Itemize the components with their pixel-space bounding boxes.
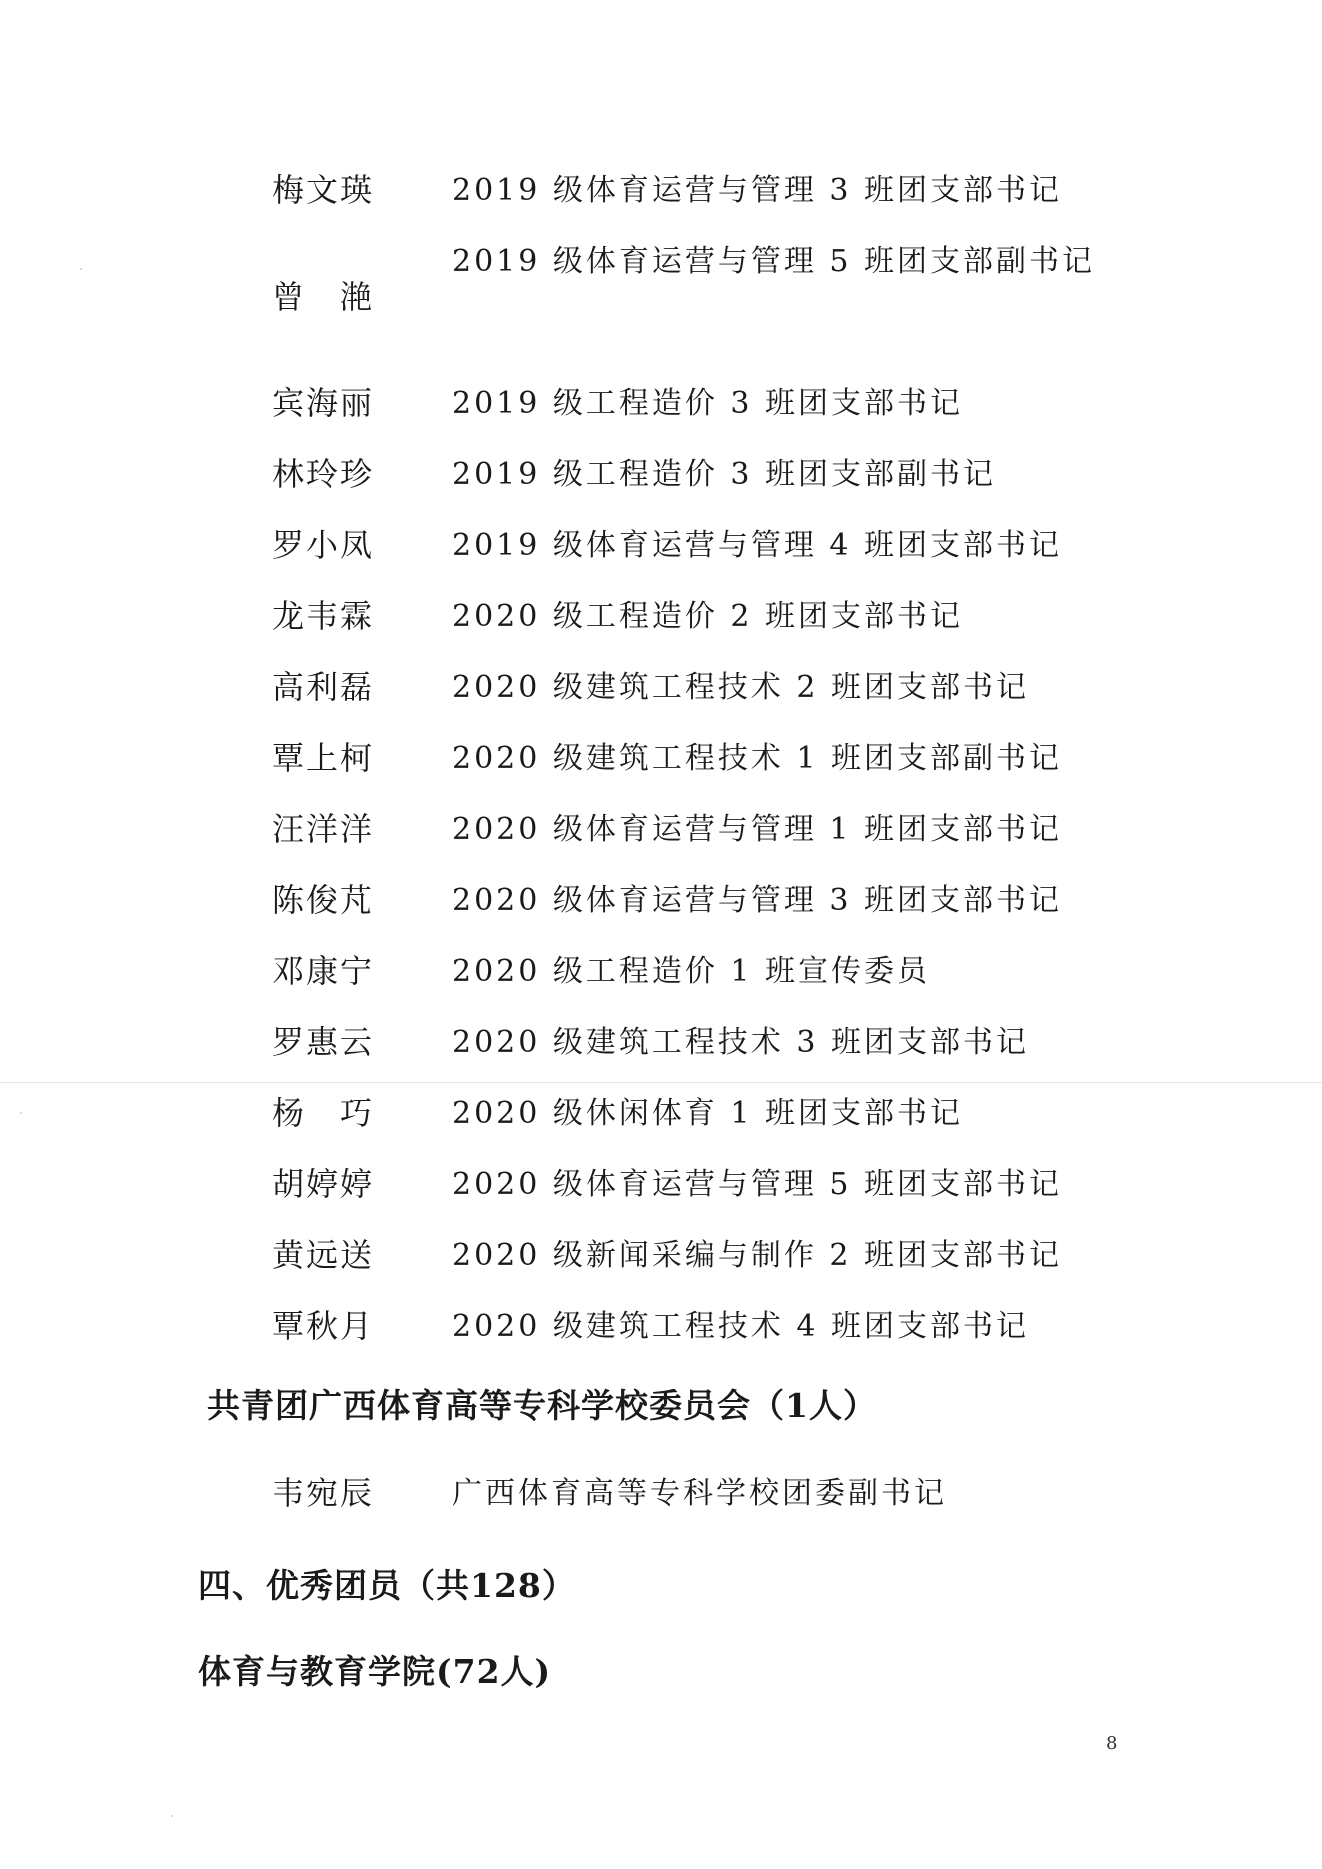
member-name: 杨 巧 — [272, 1094, 375, 1132]
list-item — [272, 794, 1102, 865]
list-item — [272, 1220, 1102, 1291]
member-position: 2020 级工程造价 2 班团支部书记 — [452, 599, 964, 634]
member-name: 韦宛辰 — [272, 1474, 375, 1512]
list-item — [272, 1078, 1102, 1149]
member-position: 广西体育高等专科学校团委副书记 — [452, 1476, 947, 1511]
list-item — [272, 1007, 1102, 1078]
member-name: 高利磊 — [272, 668, 375, 706]
list-item — [272, 1291, 1102, 1362]
member-position: 2020 级建筑工程技术 1 班团支部副书记 — [452, 741, 1063, 776]
scan-speck — [20, 1112, 22, 1114]
list-item — [272, 652, 1102, 723]
member-position: 2019 级体育运营与管理 5 班团支部副书记 — [452, 244, 1096, 279]
committee-heading: 共青团广西体育高等专科学校委员会（1人） — [207, 1386, 877, 1425]
member-position: 2020 级体育运营与管理 5 班团支部书记 — [452, 1167, 1063, 1202]
member-name: 覃秋月 — [272, 1307, 375, 1345]
member-name: 胡婷婷 — [272, 1165, 375, 1203]
list-item — [272, 439, 1102, 510]
list-item — [272, 865, 1102, 936]
page-number: 8 — [1106, 1733, 1118, 1754]
member-position: 2020 级建筑工程技术 4 班团支部书记 — [452, 1309, 1030, 1344]
list-item — [272, 1458, 1102, 1529]
member-name: 汪洋洋 — [272, 810, 375, 848]
list-item — [272, 581, 1102, 652]
member-name: 邓康宁 — [272, 952, 375, 990]
member-position: 2019 级体育运营与管理 4 班团支部书记 — [452, 528, 1063, 563]
member-position: 2020 级休闲体育 1 班团支部书记 — [452, 1096, 964, 1131]
member-name: 罗小凤 — [272, 526, 375, 564]
section-heading: 四、优秀团员（共128） — [198, 1566, 576, 1605]
member-position: 2020 级新闻采编与制作 2 班团支部书记 — [452, 1238, 1063, 1273]
member-name: 覃上柯 — [272, 739, 375, 777]
college-heading: 体育与教育学院(72人) — [198, 1652, 552, 1691]
member-position: 2019 级工程造价 3 班团支部副书记 — [452, 457, 997, 492]
member-name: 林玲珍 — [272, 455, 375, 493]
scan-speck — [80, 268, 82, 270]
member-position: 2020 级建筑工程技术 2 班团支部书记 — [452, 670, 1030, 705]
member-name: 龙韦霖 — [272, 597, 375, 635]
member-name: 陈俊芃 — [272, 881, 375, 919]
member-position: 2020 级体育运营与管理 3 班团支部书记 — [452, 883, 1063, 918]
member-position: 2019 级工程造价 3 班团支部书记 — [452, 386, 964, 421]
member-name: 黄远送 — [272, 1236, 375, 1274]
list-item — [272, 155, 1102, 226]
member-name: 曾 滟 — [272, 278, 375, 316]
list-item — [272, 936, 1102, 1007]
scan-speck — [171, 1815, 173, 1817]
member-position: 2020 级建筑工程技术 3 班团支部书记 — [452, 1025, 1030, 1060]
list-item — [272, 723, 1102, 794]
member-name: 罗惠云 — [272, 1023, 375, 1061]
list-item — [272, 368, 1102, 439]
member-name: 宾海丽 — [272, 384, 375, 422]
list-item — [272, 1149, 1102, 1220]
list-item — [272, 226, 1102, 368]
award-list — [272, 155, 1102, 1362]
list-item — [272, 510, 1102, 581]
member-name: 梅文瑛 — [272, 171, 375, 209]
member-position: 2020 级体育运营与管理 1 班团支部书记 — [452, 812, 1063, 847]
member-position: 2020 级工程造价 1 班宣传委员 — [452, 954, 931, 989]
member-position: 2019 级体育运营与管理 3 班团支部书记 — [452, 173, 1063, 208]
